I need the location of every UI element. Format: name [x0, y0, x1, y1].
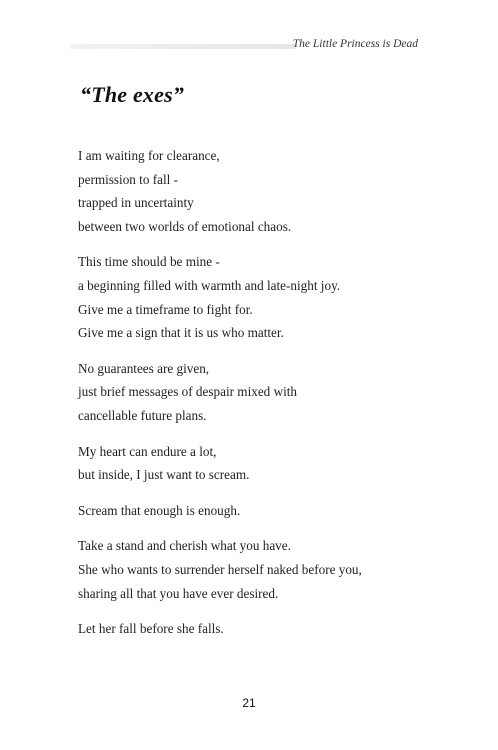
- poem-line: just brief messages of despair mixed with: [78, 384, 298, 400]
- stanza-6: [78, 534, 438, 605]
- poem-line: between two worlds of emotional chaos.: [78, 218, 292, 234]
- poem-title: “The exes”: [80, 82, 185, 107]
- poem-line: but inside, I just want to scream.: [78, 467, 250, 483]
- poem-line: Scream that enough is enough.: [78, 502, 241, 518]
- header-rule: [70, 44, 295, 49]
- poem-line: My heart can endure a lot,: [78, 443, 217, 459]
- stanza-5: [78, 499, 438, 523]
- running-head: The Little Princess is Dead: [292, 38, 418, 50]
- poem-line: cancellable future plans.: [78, 407, 207, 423]
- poem-line: No guarantees are given,: [78, 360, 210, 376]
- poem-body: [78, 144, 438, 653]
- poem-line: Give me a sign that it is us who matter.: [78, 325, 284, 341]
- poem-line: She who wants to surrender herself naked before you,: [78, 561, 362, 577]
- stanza-2: [78, 250, 438, 344]
- stanza-4: [78, 440, 438, 487]
- poem-line: trapped in uncertainty: [78, 195, 194, 211]
- poem-line: I am waiting for clearance,: [78, 148, 220, 163]
- poem-line: a beginning filled with warmth and late-night joy.: [78, 277, 341, 293]
- poem-line: Let her fall before she falls.: [78, 621, 224, 637]
- poem-line: Give me a timeframe to fight for.: [78, 301, 253, 317]
- stanza-3: [78, 357, 438, 428]
- poem-line: Take a stand and cherish what you have.: [78, 538, 291, 554]
- poem-line: sharing all that you have ever desired.: [78, 585, 279, 601]
- page-number: 21: [242, 696, 256, 710]
- poem-line: This time should be mine -: [78, 254, 220, 270]
- stanza-1: [78, 144, 438, 238]
- stanza-7: [78, 617, 438, 641]
- poem-line: permission to fall -: [78, 171, 178, 187]
